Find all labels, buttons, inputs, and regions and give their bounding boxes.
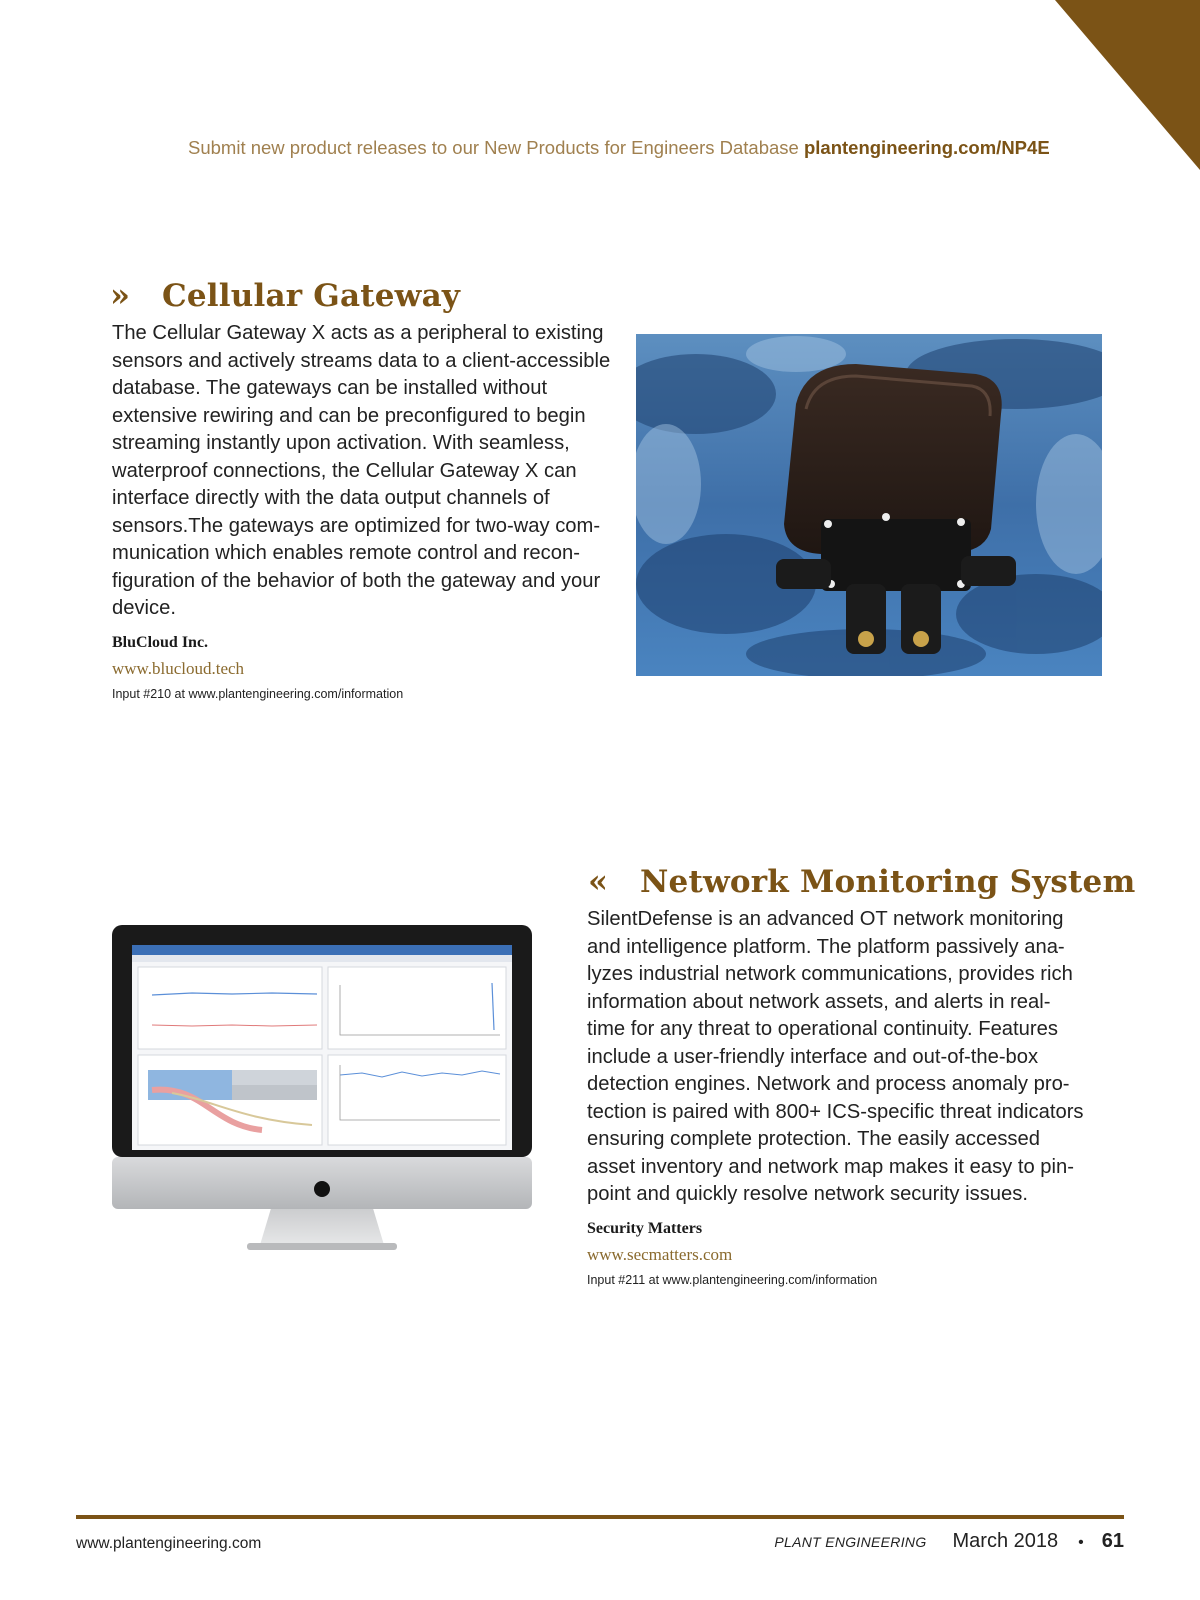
company-name: BluCloud Inc. <box>112 634 209 651</box>
page-number: 61 <box>1101 1530 1124 1552</box>
product-title: Cellular Gateway <box>162 278 461 314</box>
cellular-gateway-photo <box>636 334 1102 676</box>
company-url[interactable]: www.blucloud.tech <box>112 659 245 678</box>
submit-banner <box>188 137 1128 159</box>
product-title: Network Monitoring System <box>640 864 1136 900</box>
double-chevron-right-icon: » <box>110 276 131 314</box>
company-url[interactable]: www.secmatters.com <box>587 1245 733 1264</box>
publication-name: PLANT ENGINEERING <box>774 1534 927 1550</box>
bullet-separator: • <box>1078 1534 1084 1551</box>
footer-rule <box>76 1515 1124 1519</box>
double-chevron-left-icon: « <box>588 862 609 900</box>
footer-url[interactable]: www.plantengineering.com <box>76 1535 262 1552</box>
input-note: Input #210 at www.plantengineering.com/information <box>112 687 404 701</box>
product-description: The Cellular Gateway X acts as a peripheral to existing sensors and actively streams data to a client-accessible database. The gateways can be installed without extensive rewiring and can be preconfigured to begin streaming instantly upon activation. With seamless, waterproof connections, the Cellular Gateway X can interface directly with the data output channels of sensors.The gateways are optimized for two-way com- munication which enables remote control and recon- figuration of the behavior of both the gateway and your device. <box>112 322 611 619</box>
product-heading-network-monitoring <box>588 862 1135 900</box>
company-name: Security Matters <box>587 1220 703 1237</box>
issue-date: March 2018 <box>952 1530 1059 1552</box>
submit-text: Submit new product releases to our New Products for Engineers Database <box>188 137 799 158</box>
product-heading-cellular-gateway <box>110 276 460 314</box>
product-description: SilentDefense is an advanced OT network monitoring and intelligence platform. The platform passively ana- lyzes industrial network communications, provides rich information about network assets, and alerts in real- time for any threat to operational continuity. Features include a user-friendly interface and out-of-the-box detection engines. Network and process anomaly pro- tection is paired with 800+ ICS-specific threat indicators ensuring complete protection. The easily accessed asset inventory and network map makes it easy to pin- point and quickly resolve network security issues. <box>587 908 1084 1205</box>
input-note: Input #211 at www.plantengineering.com/information <box>587 1273 878 1287</box>
submit-link[interactable]: plantengineering.com/NP4E <box>803 137 1050 158</box>
monitor-photo <box>112 925 532 1260</box>
footer-folio <box>774 1530 1124 1553</box>
